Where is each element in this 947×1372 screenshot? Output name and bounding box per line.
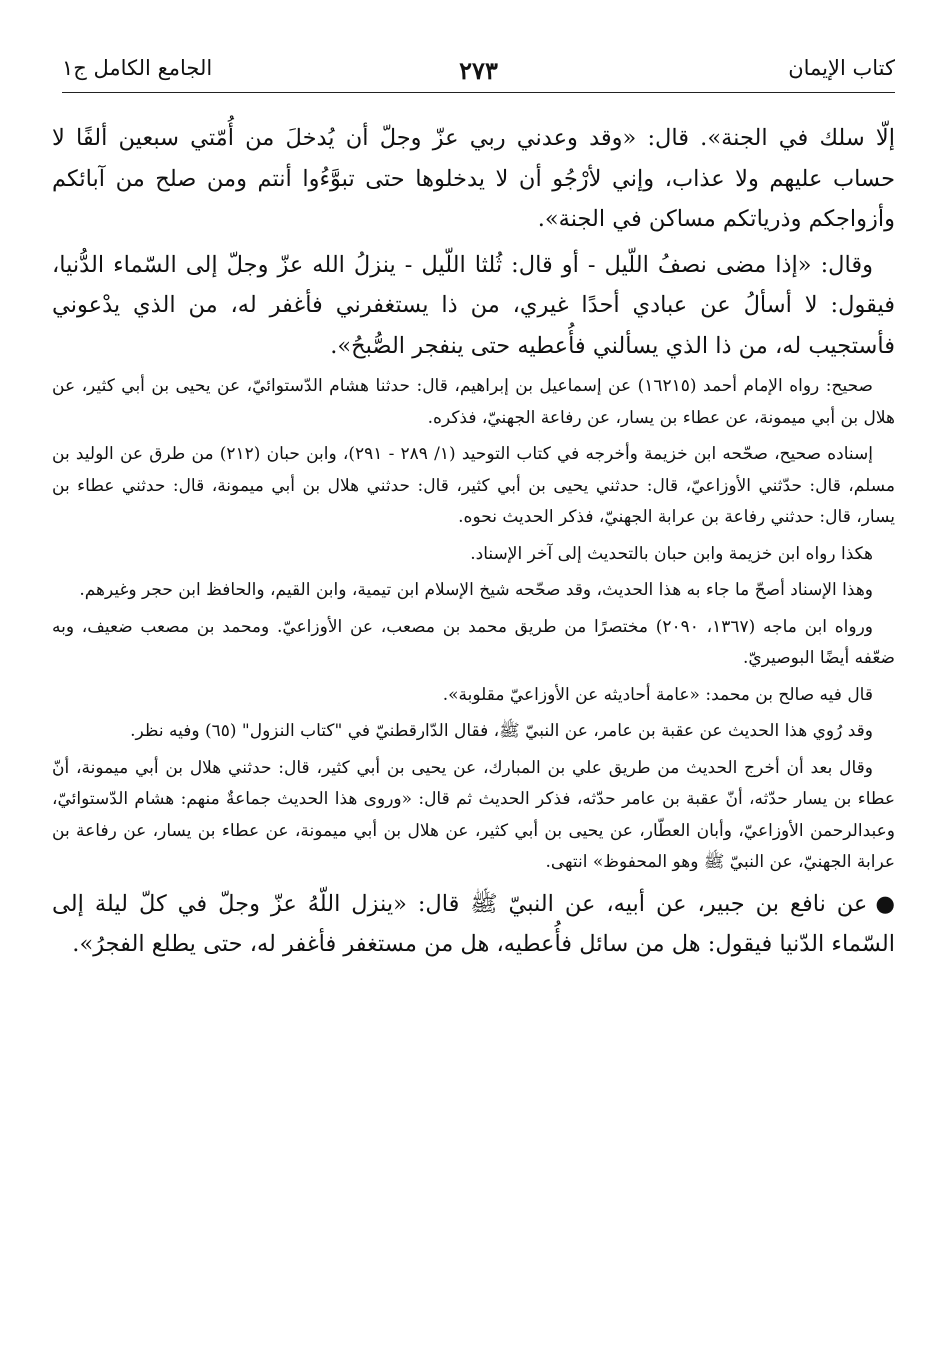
isnad-note: إسناده صحيح، صحّحه ابن خزيمة وأخرجه في كتاب التوحيد (١/ ٢٨٩ - ٢٩١)، وابن حبان (٢١٢) من طرق عن الوليد بن مسلم، قال: حدّثني الأوزاعيّ، قال: حدثني يحيى بن أبي كثير، قال: حدثني هلال بن أبي ميمونة، قال: حدثني عطاء بن يسار، قال: حدثني رفاعة بن عرابة الجهنيّ، فذكر الحديث نحوه.	[52, 444, 895, 527]
hadith-entry	[52, 884, 895, 965]
isnad-note: هكذا رواه ابن خزيمة وابن حبان بالتحديث إلى آخر الإسناد.	[470, 543, 873, 564]
page-body	[52, 118, 895, 965]
hadith-text: وقال: «إذا مضى نصفُ اللّيل - أو قال: ثُلثا اللّيل - ينزلُ الله عزّ وجلّ إلى السّماء الدُّنيا، فيقول: لا أسألُ عن عبادي أحدًا غيري، من ذا يستغفرني فأغفر له، من الذي يدْعوني فأستجيب له، من ذا الذي يسألني فأُعطيه حتى ينفجر الصُّبحُ».	[52, 251, 895, 359]
isnad-note: وهذا الإسناد أصحّ ما جاء به هذا الحديث، وقد صحّحه شيخ الإسلام ابن تيمية، وابن القيم، والحافظ ابن حجر وغيرهم.	[79, 580, 873, 600]
isnad-note: قال فيه صالح بن محمد: «عامة أحاديثه عن الأوزاعيّ مقلوبة».	[442, 684, 873, 705]
hadith-entry-text: عن نافع بن جبير، عن أبيه، عن النبيّ ﷺ قال: «ينزل اللّهُ عزّ وجلّ في كلّ ليلة إلى السّماء الدّنيا فيقول: هل من سائل فأُعطيه، هل من مستغفر فأغفر له، حتى يطلع الفجرُ».	[52, 890, 895, 957]
page-header	[62, 52, 895, 93]
book-title: الجامع الكامل ج١	[62, 56, 213, 80]
grading-note: صحيح: رواه الإمام أحمد (١٦٢١٥) عن إسماعيل بن إبراهيم، قال: حدثنا هشام الدّستوائيّ، عن يحيى بن أبي كثير، عن هلال بن أبي ميمونة، عن عطاء بن يسار، عن رفاعة الجهنيّ، فذكره.	[52, 376, 895, 428]
isnad-note: ورواه ابن ماجه (١٣٦٧، ٢٠٩٠) مختصرًا من طريق محمد بن مصعب، عن الأوزاعيّ. ومحمد بن مصعب ضعيف، وبه ضعّفه أيضًا البوصيريّ.	[52, 616, 895, 668]
page-number: ٢٧٣	[459, 56, 498, 85]
isnad-note: وقد رُوي هذا الحديث عن عقبة بن عامر، عن النبيّ ﷺ، فقال الدّارقطنيّ في "كتاب النزول" (٦٥) وفيه نظر.	[130, 721, 873, 741]
bullet-icon: ●	[875, 890, 895, 917]
hadith-text-continuation: إلّا سلك في الجنة». قال: «وقد وعدني ربي عزّ وجلّ أن يُدخلَ من أُمّتي سبعين ألفًا لا حساب عليهم ولا عذاب، وإني لأرْجُو أن لا يدخلوها حتى تبوَّءُوا أنتم ومن صلح من آبائكم وأزواجكم وذرياتكم مساكن في الجنة».	[52, 125, 895, 232]
isnad-note: وقال بعد أن أخرج الحديث من طريق علي بن المبارك، عن يحيى بن أبي كثير، قال: حدثني هلال بن أبي ميمونة، أنّ عطاء بن يسار حدّثه، أنّ عقبة بن عامر حدّثه، فذكر الحديث ثم قال: «وروى هذا الحديث جماعةٌ منهم: هشام الدّستوائيّ، وعبدالرحمن الأوزاعيّ، وأبان العطّار، عن يحيى بن أبي كثير، عن هلال بن أبي ميمونة، عن عطاء بن يسار، عن رفاعة بن عرابة الجهنيّ، عن النبيّ ﷺ وهو المحفوظ» انتهى.	[52, 757, 895, 872]
chapter-title: كتاب الإيمان	[788, 56, 895, 80]
